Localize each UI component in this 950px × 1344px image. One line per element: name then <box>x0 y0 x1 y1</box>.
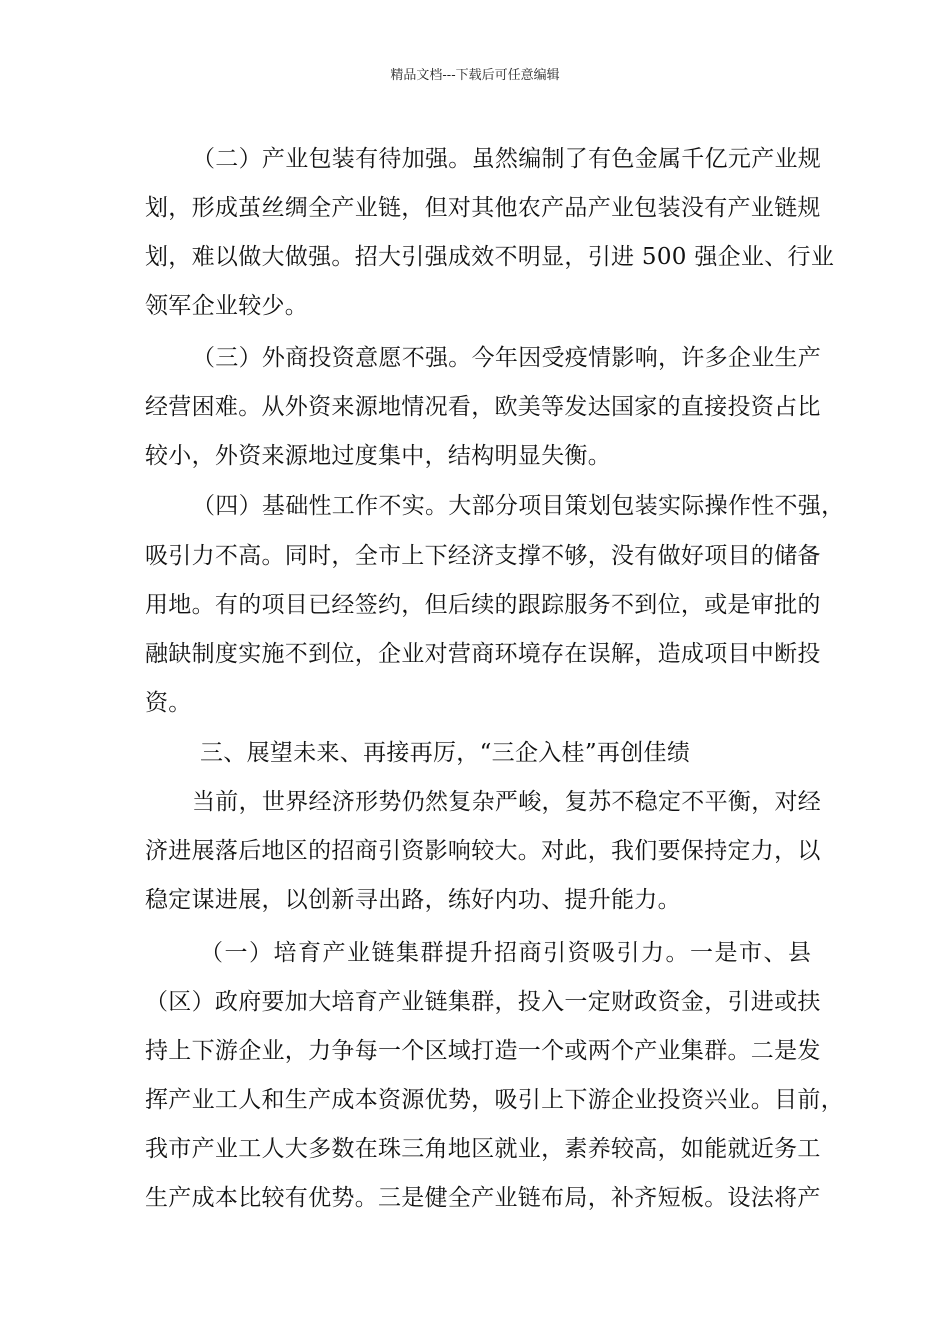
paragraph-line: 我市产业工人大多数在珠三角地区就业，素养较高，如能就近务工 <box>145 1136 821 1162</box>
paragraph-line: 济进展落后地区的招商引资影响较大。对此，我们要保持定力，以 <box>145 838 821 864</box>
paragraph-line: 经营困难。从外资来源地情况看，欧美等发达国家的直接投资占比 <box>145 394 821 420</box>
paragraph-line: （区）政府要加大培育产业链集群，投入一定财政资金，引进或扶 <box>145 989 821 1015</box>
paragraph-line: 划，难以做大做强。招大引强成效不明显，引进 500 强企业、行业 <box>145 244 835 270</box>
section-heading: 三、展望未来、再接再厉，“三企入桂”再创佳绩 <box>200 740 691 766</box>
paragraph-line: （二）产业包装有待加强。虽然编制了有色金属千亿元产业规 <box>192 146 822 172</box>
paragraph-line: 用地。有的项目已经签约，但后续的跟踪服务不到位，或是审批的 <box>145 592 821 618</box>
paragraph-line: 领军企业较少。 <box>145 293 309 319</box>
paragraph-line: 当前，世界经济形势仍然复杂严峻，复苏不稳定不平衡，对经 <box>192 789 822 815</box>
paragraph-line: 稳定谋进展，以创新寻出路，练好内功、提升能力。 <box>145 887 681 913</box>
paragraph-line: 划，形成茧丝绸全产业链，但对其他农产品产业包装没有产业链规 <box>145 195 821 221</box>
paragraph-line: 生产成本比较有优势。三是健全产业链布局，补齐短板。设法将产 <box>145 1185 821 1211</box>
paragraph-line: （三）外商投资意愿不强。今年因受疫情影响，许多企业生产 <box>192 345 822 371</box>
paragraph-line: （一）培育产业链集群提升招商引资吸引力。一是市、县 <box>200 940 813 966</box>
paragraph-line: 资。 <box>145 690 192 716</box>
paragraph-line: （四）基础性工作不实。大部分项目策划包装实际操作性不强， <box>192 493 845 519</box>
paragraph-line: 较小，外资来源地过度集中，结构明显失衡。 <box>145 443 611 469</box>
paragraph-line: 吸引力不高。同时，全市上下经济支撑不够，没有做好项目的储备 <box>145 543 821 569</box>
page-header: 精品文档---下载后可任意编辑 <box>390 68 560 83</box>
paragraph-line: 挥产业工人和生产成本资源优势，吸引上下游企业投资兴业。目前， <box>145 1087 844 1113</box>
paragraph-line: 持上下游企业，力争每一个区域打造一个或两个产业集群。二是发 <box>145 1038 821 1064</box>
paragraph-line: 融缺制度实施不到位，企业对营商环境存在误解，造成项目中断投 <box>145 641 821 667</box>
